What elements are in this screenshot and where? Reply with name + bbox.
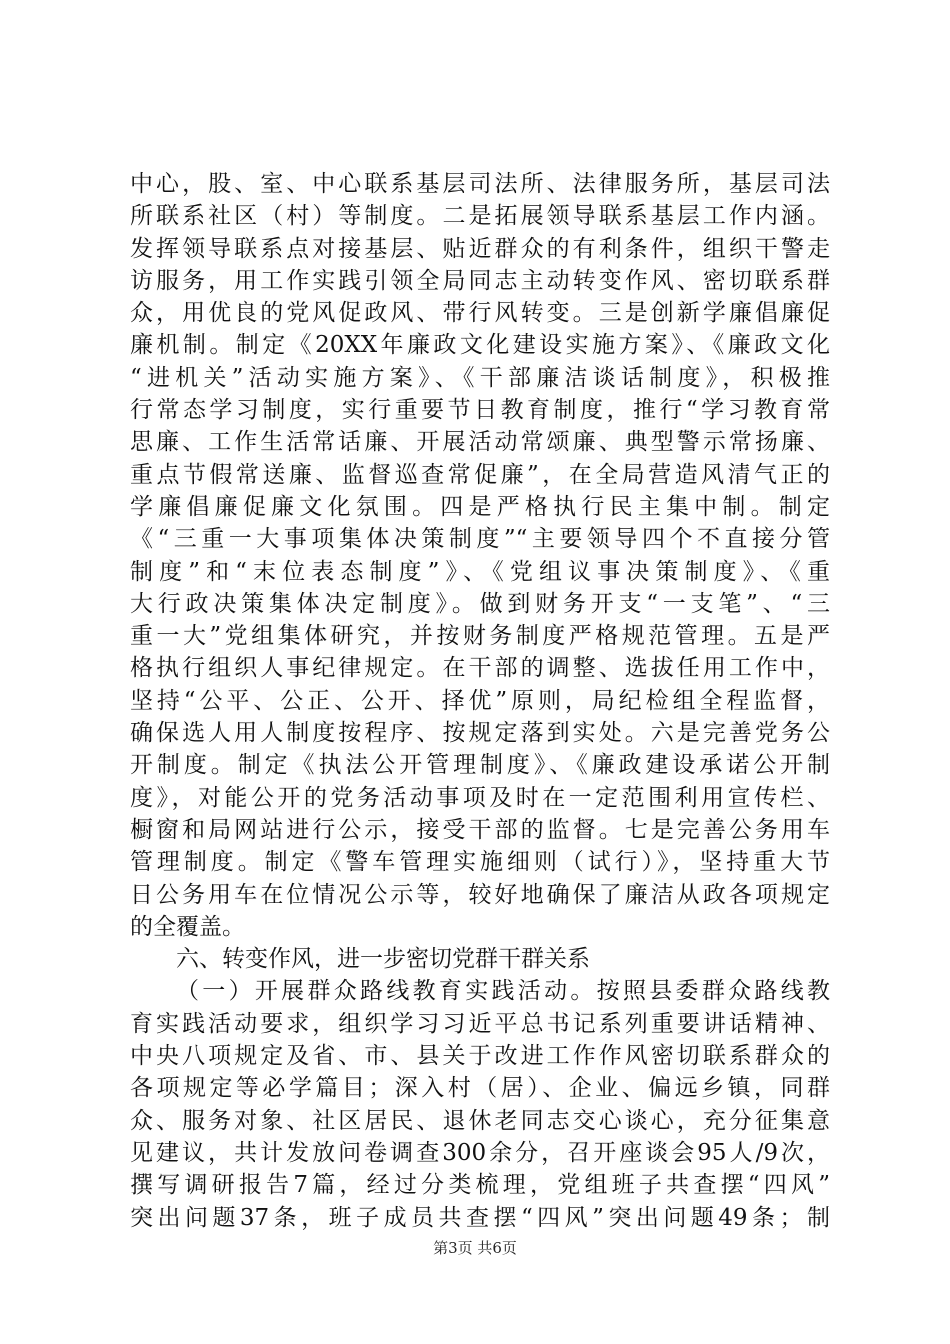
body-line: 中心，股、室、中心联系基层司法所、法律服务所，基层司法 xyxy=(130,171,830,197)
body-line: 《“三重一大事项集体决策制度”“主要领导四个不直接分管 xyxy=(130,526,830,553)
section-line: 各项规定等必学篇目；深入村（居）、企业、偏远乡镇，同群 xyxy=(130,1075,830,1102)
body-line: 管理制度。制定《警车管理实施细则（试行）》，坚持重大节 xyxy=(130,849,830,876)
body-line: 格执行组织人事纪律规定。在干部的调整、选拔任用工作中， xyxy=(130,655,830,682)
body-line: 访服务，用工作实践引领全局同志主动转变作风、密切联系群 xyxy=(130,267,830,294)
body-line: 坚持“公平、公正、公开、择优”原则，局纪检组全程监督， xyxy=(130,687,830,714)
body-line: 制度”和“末位表态制度”》、《党组议事决策制度》、《重 xyxy=(130,558,830,585)
section-line: 中央八项规定及省、市、县关于改进工作作风密切联系群众的 xyxy=(130,1043,830,1070)
section-line: 育实践活动要求，组织学习习近平总书记系列重要讲话精神、 xyxy=(130,1010,830,1037)
body-line: 重点节假常送廉、监督巡查常促廉”，在全局营造风清气正的 xyxy=(130,461,830,488)
body-line: 行常态学习制度，实行重要节日教育制度，推行“学习教育常 xyxy=(130,397,830,424)
body-line: 思廉、工作生活常话廉、开展活动常颂廉、典型警示常扬廉、 xyxy=(130,429,830,456)
body-line: 廉机制。制定《20XX年廉政文化建设实施方案》、《廉政文化 xyxy=(130,332,830,359)
body-line: 开制度。制定《执法公开管理制度》、《廉政建设承诺公开制 xyxy=(130,752,830,779)
section-line: （一）开展群众路线教育实践活动。按照县委群众路线教 xyxy=(176,978,830,1005)
page-number-footer: 第3页 共6页 xyxy=(433,1239,517,1257)
body-line: 橱窗和局网站进行公示，接受干部的监督。七是完善公务用车 xyxy=(130,816,830,843)
body-line: 所联系社区（村）等制度。二是拓展领导联系基层工作内涵。 xyxy=(130,203,830,230)
section-heading: 六、转变作风，进一步密切党群干群关系 xyxy=(176,946,590,973)
section-line: 见建议，共计发放问卷调查300余分，召开座谈会95人/9次， xyxy=(130,1139,830,1166)
section-line: 撰写调研报告7篇，经过分类梳理，党组班子共查摆“四风” xyxy=(130,1172,830,1199)
section-line: 突出问题37条，班子成员共查摆“四风”突出问题49条；制 xyxy=(130,1204,830,1231)
body-line: 日公务用车在位情况公示等，较好地确保了廉洁从政各项规定 xyxy=(130,881,830,908)
body-line: 大行政决策集体决定制度》。做到财务开支“一支笔”、“三 xyxy=(130,590,830,617)
body-line: 的全覆盖。 xyxy=(130,913,245,940)
body-line: 确保选人用人制度按程序、按规定落到实处。六是完善党务公 xyxy=(130,720,830,747)
body-line: 重一大”党组集体研究，并按财务制度严格规范管理。五是严 xyxy=(130,623,830,650)
body-line: 度》，对能公开的党务活动事项及时在一定范围利用宣传栏、 xyxy=(130,784,830,811)
body-line: “进机关”活动实施方案》、《干部廉洁谈话制度》，积极推 xyxy=(130,364,830,391)
document-body xyxy=(130,168,830,1234)
body-line: 众，用优良的党风促政风、带行风转变。三是创新学廉倡廉促 xyxy=(130,300,830,327)
body-line: 发挥领导联系点对接基层、贴近群众的有利条件，组织干警走 xyxy=(130,235,830,262)
section-line: 众、服务对象、社区居民、退休老同志交心谈心，充分征集意 xyxy=(130,1107,830,1134)
body-line: 学廉倡廉促廉文化氛围。四是严格执行民主集中制。制定 xyxy=(130,493,830,520)
